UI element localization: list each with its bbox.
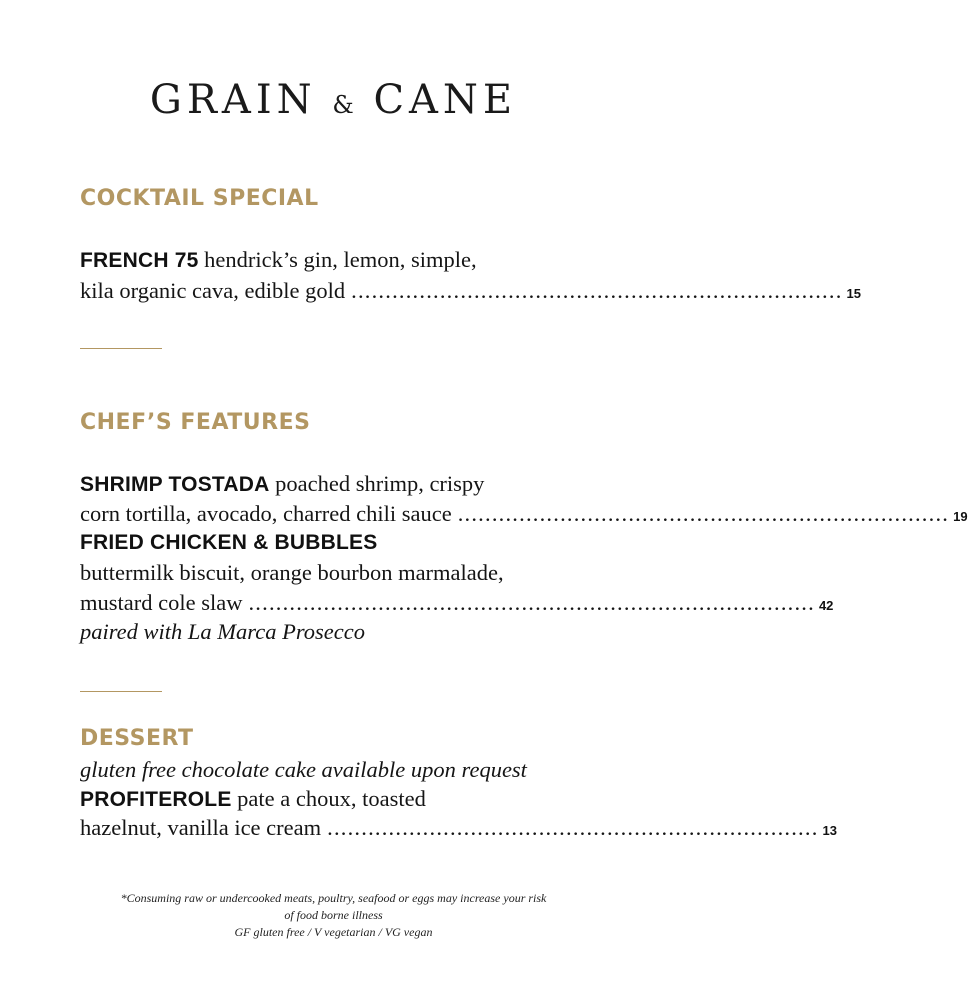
item-description: hazelnut, vanilla ice cream	[80, 815, 322, 840]
item-name-shrimp-tostada: SHRIMP TOSTADA	[80, 473, 270, 496]
restaurant-logo	[0, 76, 667, 129]
dessert-note: gluten free chocolate cake available upon request	[80, 757, 527, 782]
dot-leader: ...................................................................................	[248, 590, 815, 615]
shrimp-item-line-2	[80, 500, 968, 531]
footer-disclaimer-line-1: *Consuming raw or undercooked meats, poultry, seafood or eggs may increase your risk	[120, 891, 547, 905]
dot-leader: ........................................................................	[457, 501, 950, 526]
item-description: corn tortilla, avocado, charred chili sauce	[80, 501, 452, 526]
dot-leader: ........................................................................	[327, 815, 819, 840]
chicken-item-title	[80, 528, 377, 557]
item-description: kila organic cava, edible gold	[80, 278, 346, 303]
section-divider	[80, 348, 162, 349]
footer-dietary-legend: GF gluten free / V vegetarian / VG vegan	[234, 925, 433, 939]
section-divider	[80, 691, 162, 692]
item-description: pate a choux, toasted	[237, 786, 426, 811]
chicken-item-line-1	[80, 559, 504, 587]
pairing-note: paired with La Marca Prosecco	[80, 619, 365, 644]
item-price: 15	[846, 286, 861, 301]
dot-leader: ........................................................................	[351, 278, 843, 303]
item-price: 19	[953, 509, 968, 524]
brand-word-cane: CANE	[373, 77, 518, 123]
item-name-french-75: FRENCH 75	[80, 249, 199, 272]
footer-disclaimer-line-2: of food borne illness	[284, 908, 383, 922]
cocktail-item-line-1	[80, 246, 477, 275]
brand-ampersand: &	[332, 91, 354, 119]
section-title-cocktail-special: COCKTAIL SPECIAL	[80, 186, 319, 211]
chicken-item-line-2	[80, 589, 834, 620]
profiterole-item-line-2	[80, 814, 837, 845]
cocktail-item-line-2	[80, 277, 861, 308]
item-description: hendrick’s gin, lemon, simple,	[204, 247, 477, 272]
shrimp-item-line-1	[80, 470, 484, 499]
item-price: 13	[822, 823, 837, 838]
profiterole-item-line-1	[80, 785, 426, 814]
section-title-chefs-features: CHEF’S FEATURES	[80, 410, 311, 435]
item-description: buttermilk biscuit, orange bourbon marmalade,	[80, 560, 504, 585]
section-title-dessert: DESSERT	[80, 726, 194, 751]
item-name-fried-chicken-bubbles: FRIED CHICKEN & BUBBLES	[80, 531, 378, 554]
brand-word-grain: GRAIN	[149, 77, 317, 123]
item-description: mustard cole slaw	[80, 590, 243, 615]
item-name-profiterole: PROFITEROLE	[80, 788, 232, 811]
item-description: poached shrimp, crispy	[275, 471, 485, 496]
item-price: 42	[818, 598, 834, 613]
